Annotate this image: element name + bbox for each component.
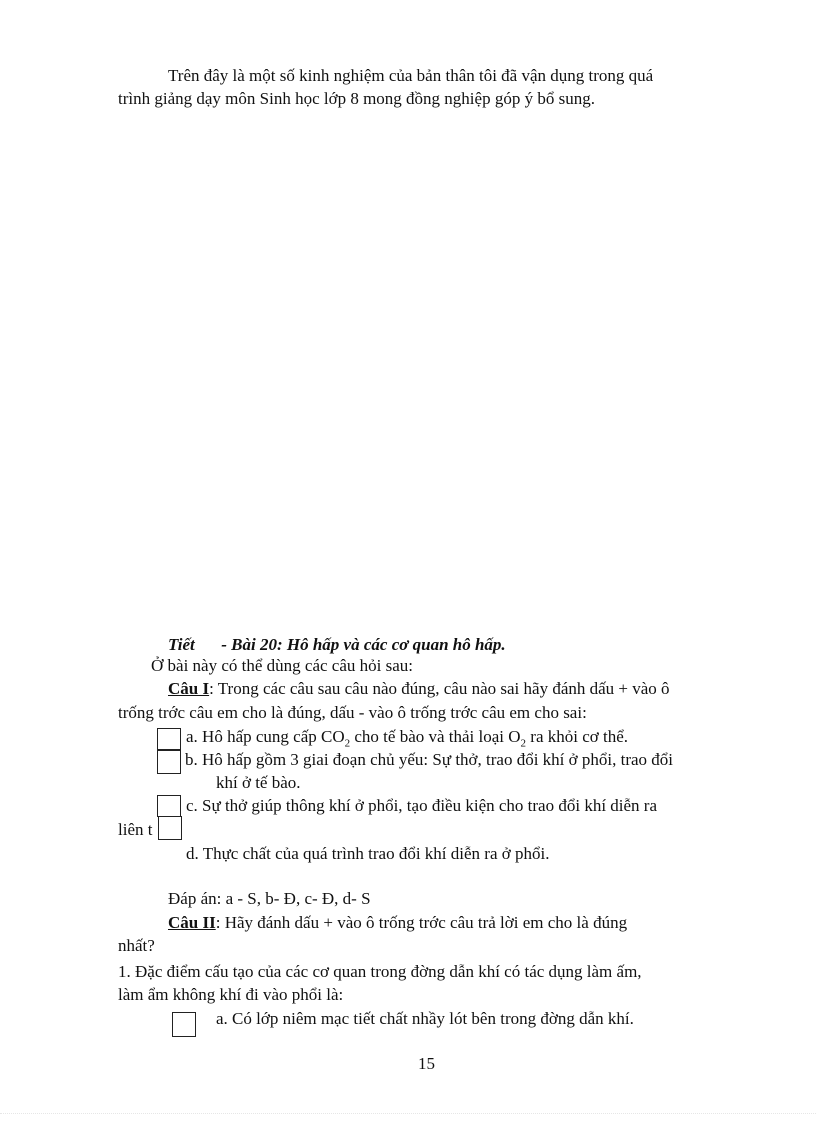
question-2-line-2: nhất?: [118, 936, 155, 955]
answer-key: Đáp án: a - S, b- Đ, c- Đ, d- S: [168, 889, 371, 908]
option-d: d. Thực chất của quá trình trao đổi khí diễn ra ở phổi.: [186, 844, 550, 863]
option-b-line-2: khí ở tế bào.: [216, 773, 301, 792]
question-2-text-1: : Hãy đánh dấu + vào ô trống trớc câu trả lời em cho là đúng: [215, 913, 628, 932]
page-number: 15: [418, 1054, 435, 1073]
question-1-line-2: trống trớc câu em cho là đúng, dấu - vào ô trống trớc câu em cho sai:: [118, 703, 587, 722]
question-1-line-1: [168, 679, 670, 699]
question-1-label: Câu I: [168, 679, 210, 698]
question-2-label: Câu II: [168, 913, 216, 932]
footer-divider: [0, 1113, 816, 1114]
lesson-title: [168, 635, 506, 655]
item-1-line-2: làm ẩm không khí đi vào phổi là:: [118, 985, 344, 1004]
item-1-line-1: 1. Đặc điểm cấu tạo của các cơ quan trong đờng dẫn khí có tác dụng làm ấm,: [118, 962, 642, 981]
option-c-line-1: c. Sự thở giúp thông khí ở phổi, tạo điều kiện cho trao đổi khí diễn ra: [186, 796, 658, 815]
question-2-line-1: [168, 913, 627, 933]
option-a-text-2: cho tế bào và thải loại O: [350, 727, 521, 746]
lesson-intro: Ở bài này có thể dùng các câu hỏi sau:: [151, 656, 413, 675]
option-c-line-2: liên t: [118, 820, 153, 839]
checkbox-option-a[interactable]: [157, 728, 181, 750]
intro-line-1: Trên đây là một số kinh nghiệm của bản thân tôi đã vận dụng trong quá: [168, 66, 654, 85]
option-a-subscript-2: 2: [520, 737, 527, 750]
question-1-text-1: : Trong các câu sau câu nào đúng, câu nào sai hãy đánh dấu + vào ô: [209, 679, 670, 698]
option-a-subscript-1: 2: [344, 737, 351, 750]
option-a-text-1: a. Hô hấp cung cấp CO: [186, 727, 345, 746]
checkbox-option-d[interactable]: [158, 816, 182, 840]
lesson-title-prefix: Tiết: [168, 635, 195, 654]
checkbox-option-b[interactable]: [157, 750, 181, 774]
option-b-line-1: b. Hô hấp gồm 3 giai đoạn chủ yếu: Sự thở, trao đổi khí ở phổi, trao đổi: [185, 750, 674, 769]
option-a-text-3: ra khỏi cơ thể.: [526, 727, 629, 746]
checkbox-option-c[interactable]: [157, 795, 181, 817]
item-1-option-a: a. Có lớp niêm mạc tiết chất nhầy lót bên trong đờng dẫn khí.: [216, 1009, 634, 1028]
lesson-title-rest: - Bài 20: Hô hấp và các cơ quan hô hấp.: [221, 635, 506, 654]
checkbox-item-1-option-a[interactable]: [172, 1012, 196, 1037]
intro-line-2: trình giảng dạy môn Sinh học lớp 8 mong đồng nghiệp góp ý bổ sung.: [118, 89, 595, 108]
